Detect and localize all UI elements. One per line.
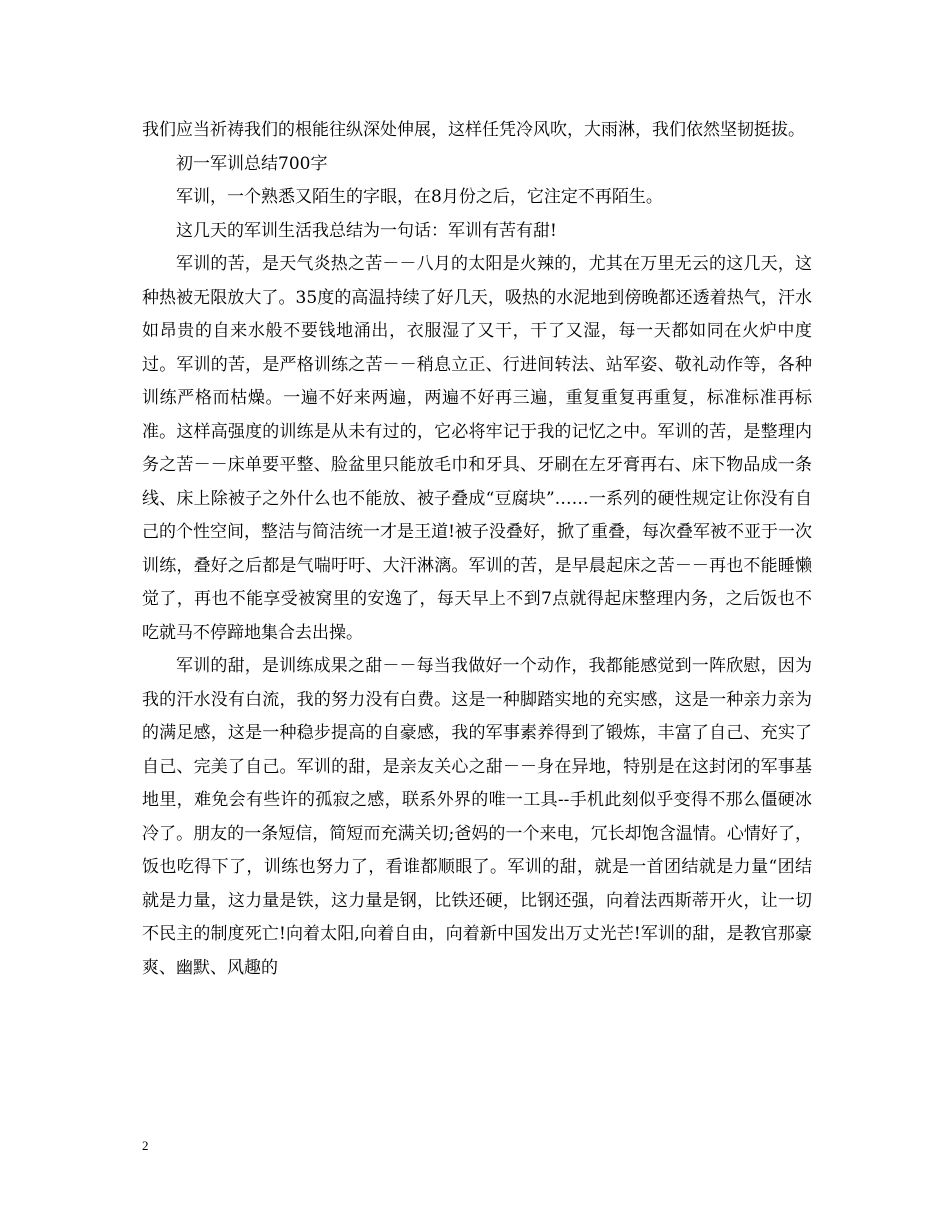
paragraph-5: 军训的苦，是天气炎热之苦－－八月的太阳是火辣的，尤其在万里无云的这几天，这种热被无限放大了。35度的高温持续了好几天，吸热的水泥地到傍晚都还透着热气，汗水如昂贵的自来水般不要钱地涌出，衣服湿了又干，干了又湿，每一天都如同在火炉中度过。军训的苦，是严格训练之苦－－稍息立正、行进间转法、站军姿、敬礼动作等，各种训练严格而枯燥。一遍不好来两遍，两遍不好再三遍，重复重复再重复，标准标准再标准。这样高强度的训练是从未有过的，它必将牢记于我的记忆之中。军训的苦，是整理内务之苦－－床单要平整、脸盆里只能放毛巾和牙具、牙刷在左牙膏再右、床下物品成一条线、床上除被子之外什么也不能放、被子叠成“豆腐块”……一系列的硬性规定让你没有自己的个性空间，整洁与简洁统一才是王道!被子没叠好，掀了重叠，每次叠军被不亚于一次训练，叠好之后都是气喘吁吁、大汗淋漓。军训的苦，是早晨起床之苦－－再也不能睡懒觉了，再也不能享受被窝里的安逸了，每天早上不到7点就得起床整理内务，之后饭也不吃就马不停蹄地集合去出操。 [142, 254, 812, 643]
paragraph-6: 军训的甜，是训练成果之甜－－每当我做好一个动作，我都能感觉到一阵欣慰，因为我的汗水没有白流，我的努力没有白费。这是一种脚踏实地的充实感，这是一种亲力亲为的满足感，这是一种稳步提高的自豪感，我的军事素养得到了锻炼，丰富了自己、充实了自己、完美了自己。军训的甜，是亲友关心之甜－－身在异地，特别是在这封闭的军事基地里，难免会有些许的孤寂之感，联系外界的唯一工具--手机此刻似乎变得不那么僵硬冰冷了。朋友的一条短信，简短而充满关切;爸妈的一个来电，冗长却饱含温情。心情好了，饭也吃得下了，训练也努力了，看谁都顺眼了。军训的甜，就是一首团结就是力量“团结就是力量，这力量是铁，这力量是钢，比铁还硬，比钢还强，向着法西斯蒂开火，让一切不民主的制度死亡!向着太阳,向着自由，向着新中国发出万丈光芒!军训的甜，是教官那豪爽、幽默、风趣的 [142, 656, 812, 978]
document-body [142, 114, 812, 985]
paragraph-1: 我们应当祈祷我们的根能往纵深处伸展，这样任凭冷风吹，大雨淋，我们依然坚韧挺拔。 [142, 120, 805, 140]
paragraph-3: 军训，一个熟悉又陌生的字眼，在8月份之后，它注定不再陌生。 [176, 187, 663, 207]
page-number: 2 [142, 1138, 149, 1153]
paragraph-heading: 初一军训总结700字 [176, 153, 328, 174]
paragraph-4: 这几天的军训生活我总结为一句话：军训有苦有甜! [176, 220, 557, 241]
